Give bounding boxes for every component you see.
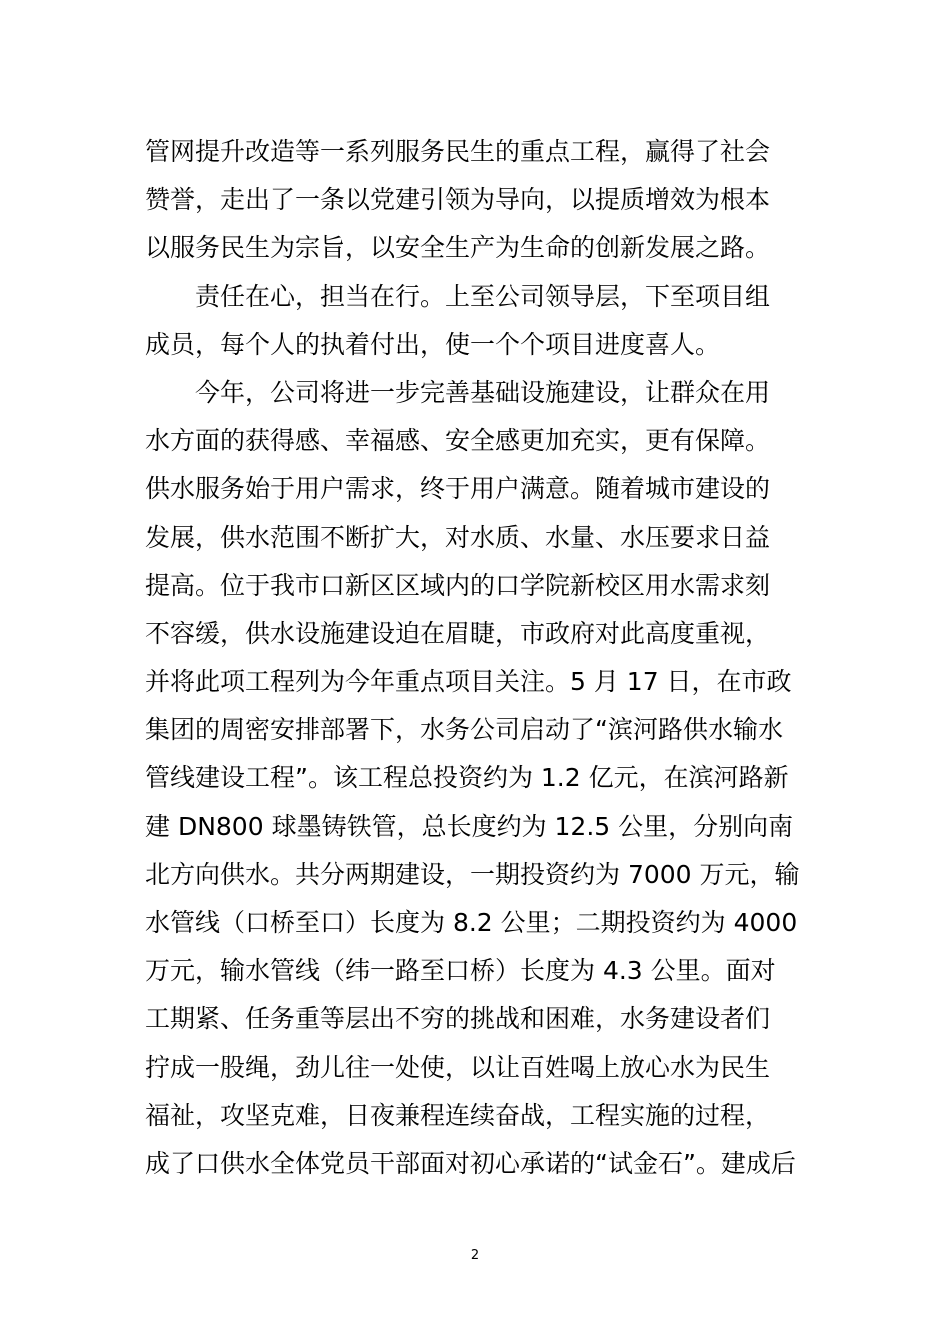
text-line-14: 管线建设工程”。该工程总投资约为 1.2 亿元，在滨河路新 — [145, 763, 789, 793]
text-line-1: 管网提升改造等一系列服务民生的重点工程，赢得了社会 — [145, 137, 771, 166]
text-line-13: 集团的周密安排部署下，水务公司启动了“滨河路供水输水 — [145, 715, 783, 745]
text-line-21: 福祉，攻坚克难，日夜兼程连续奋战，工程实施的过程， — [145, 1100, 771, 1130]
text-line-4: 责任在心，担当在行。上至公司领导层，下至项目组 — [195, 281, 771, 311]
text-line-20: 拧成一股绳，劲儿往一处使，以让百姓喝上放心水为民生 — [145, 1052, 771, 1082]
text-line-9: 发展，供水范围不断扩大，对水质、水量、水压要求日益 — [145, 522, 771, 552]
text-line-16: 北方向供水。共分两期建设，一期投资约为 7000 万元，输 — [145, 859, 800, 889]
text-line-8: 供水服务始于用户需求，终于用户满意。随着城市建设的 — [145, 474, 771, 504]
text-line-10: 提高。位于我市口新区区域内的口学院新校区用水需求刻 — [145, 570, 771, 600]
text-line-19: 工期紧、任务重等层出不穷的挑战和困难，水务建设者们 — [145, 1004, 771, 1034]
text-line-5: 成员，每个人的执着付出，使一个个项目进度喜人。 — [145, 329, 721, 359]
text-line-11: 不容缓，供水设施建设迫在眉睫，市政府对此高度重视， — [145, 618, 771, 648]
text-line-3: 以服务民生为宗旨，以安全生产为生命的创新发展之路。 — [145, 233, 771, 263]
text-line-15: 建 DN800 球墨铸铁管，总长度约为 12.5 公里，分别向南 — [145, 811, 794, 841]
text-line-6: 今年，公司将进一步完善基础设施建设，让群众在用 — [195, 377, 771, 407]
text-line-7: 水方面的获得感、幸福感、安全感更加充实，更有保障。 — [145, 426, 771, 456]
page-number: 2 — [470, 1248, 480, 1263]
text-line-17: 水管线（口桥至口）长度为 8.2 公里；二期投资约为 4000 — [145, 908, 798, 937]
text-line-12: 并将此项工程列为今年重点项目关注。5 月 17 日，在市政 — [145, 667, 792, 697]
text-line-18: 万元，输水管线（纬一路至口桥）长度为 4.3 公里。面对 — [145, 956, 776, 986]
text-line-22: 成了口供水全体党员干部面对初心承诺的“试金石”。建成后 — [145, 1148, 796, 1178]
body-text — [145, 128, 810, 1188]
text-line-2: 赞誉，走出了一条以党建引领为导向，以提质增效为根本 — [145, 185, 771, 215]
